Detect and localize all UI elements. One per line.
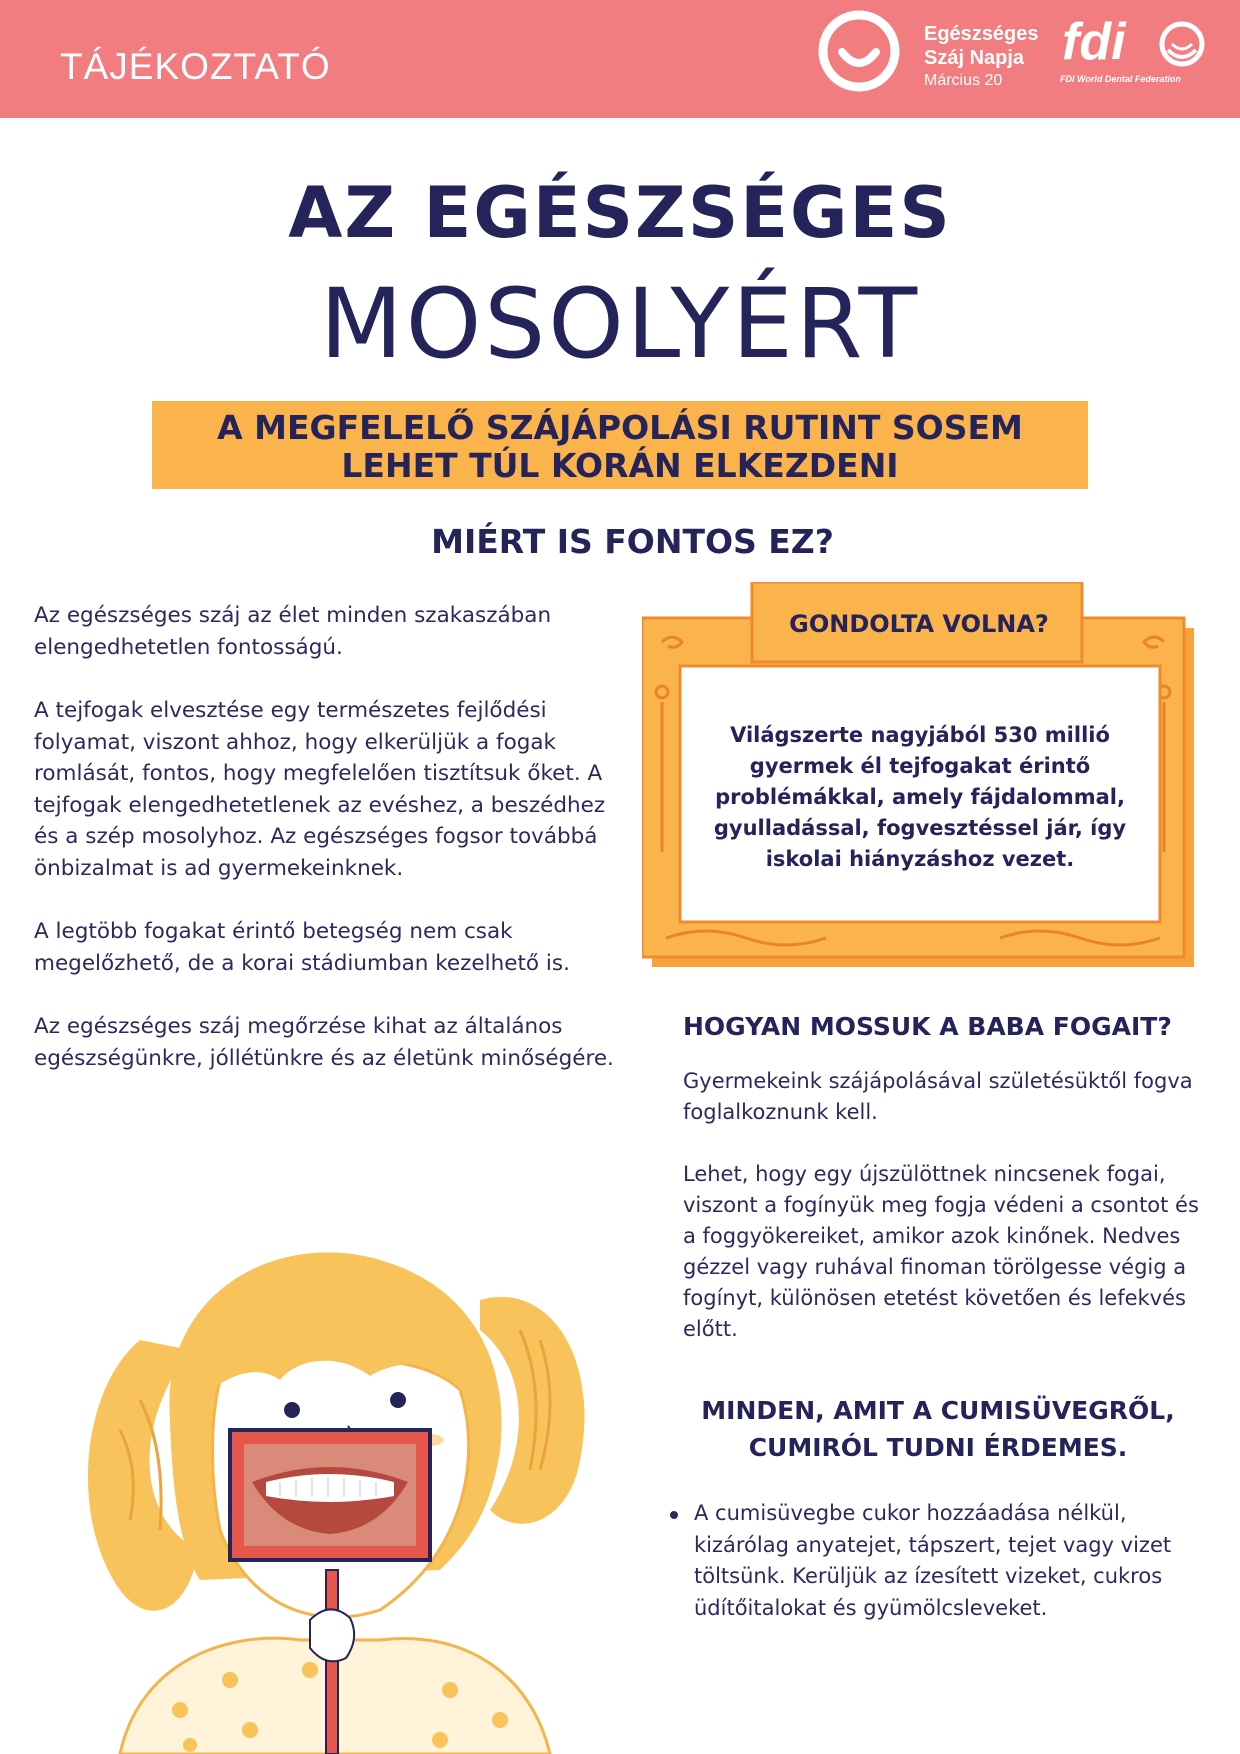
smile-logo-icon <box>818 10 900 92</box>
fdi-logo-subtitle: FDI World Dental Federation <box>1060 74 1181 84</box>
main-title-line1: AZ EGÉSZSÉGES <box>288 172 952 254</box>
why-body <box>34 600 634 1106</box>
fdi-globe-icon <box>1158 20 1206 68</box>
header-band <box>0 0 1240 118</box>
why-heading: MIÉRT IS FONTOS EZ? <box>431 522 834 561</box>
bottle-heading-line1: MINDEN, AMIT A CUMISÜVEGRŐL, <box>701 1396 1175 1425</box>
event-date: Március 20 <box>924 72 1003 89</box>
bottle-heading <box>668 1392 1208 1466</box>
hand <box>310 1609 354 1661</box>
fdi-logo <box>1058 14 1208 94</box>
why-paragraph: A tejfogak elvesztése egy természetes fejlődési folyamat, viszont ahhoz, hogy elkerüljük a fogak romlását, fontos, hogy megfelelően tisztítsuk őket. A tejfogak elengedhetetlenek az evéshez, a beszédhez és a szép mosolyhoz. Az egészséges fogsor továbbá önbizalmat is ad gyermekeinknek. <box>34 698 606 881</box>
brushing-body <box>683 1066 1203 1376</box>
event-name-line2: Száj Napja <box>924 47 1025 69</box>
bottle-heading-line2: CUMIRÓL TUDNI ÉRDEMES. <box>748 1433 1128 1462</box>
brushing-heading: HOGYAN MOSSUK A BABA FOGAIT? <box>683 1012 1172 1041</box>
subtitle-line1: A MEGFELELŐ SZÁJÁPOLÁSI RUTINT SOSEM <box>217 408 1023 447</box>
why-paragraph: A legtöbb fogakat érintő betegség nem csak megelőzhető, de a korai stádiumban kezelhető is. <box>34 919 570 976</box>
why-paragraph: Az egészséges száj megőrzése kihat az általános egészségünkre, jóllétünkre és az életünk minőségére. <box>34 1014 614 1071</box>
list-item <box>670 1498 1190 1624</box>
bottle-bullet-list <box>670 1498 1190 1624</box>
main-title-line2: MOSOLYÉRT <box>319 268 921 380</box>
bullet-icon <box>670 1511 678 1519</box>
girl-smile-illustration <box>80 1190 600 1754</box>
fact-panel <box>684 670 1156 918</box>
event-name-line1: Egészséges <box>924 23 1039 45</box>
event-name <box>924 22 1039 70</box>
subtitle-line2: LEHET TÚL KORÁN ELKEZDENI <box>341 446 899 485</box>
fact-text: Világszerte nagyjából 530 millió gyermek él tejfogakat érintő problémákkal, amely fájdalommal, gyulladással, fogvesztéssel jár, így iskolai hiányzáshoz vezet. <box>713 723 1127 871</box>
brushing-paragraph: Lehet, hogy egy újszülöttnek nincsenek fogai, viszont a fogínyük meg fogja védeni a csontot és a foggyökereiket, amikor azok kinőnek. Nedves gézzel vagy ruhával finoman törölgesse végig a fogínyt, különösen etetést követően és lefekvés előtt. <box>683 1162 1199 1341</box>
subtitle-banner <box>152 401 1088 489</box>
subtitle-text <box>152 409 1088 485</box>
why-paragraph: Az egészséges száj az élet minden szakaszában elengedhetetlen fontosságú. <box>34 603 552 660</box>
document-type-label: TÁJÉKOZTATÓ <box>60 46 331 87</box>
fact-label: GONDOLTA VOLNA? <box>789 610 1049 638</box>
brushing-paragraph: Gyermekeink szájápolásával születésüktől fogva foglalkoznunk kell. <box>683 1069 1193 1124</box>
bullet-text: A cumisüvegbe cukor hozzáadása nélkül, kizárólag anyatejet, tápszert, tejet vagy vizet töltsünk. Kerüljük az ízesített vizeket, cukros üdítőitalokat és gyümölcsleveket. <box>694 1501 1172 1620</box>
fact-frame <box>642 582 1194 967</box>
fdi-logo-text: fdi <box>1062 13 1126 71</box>
